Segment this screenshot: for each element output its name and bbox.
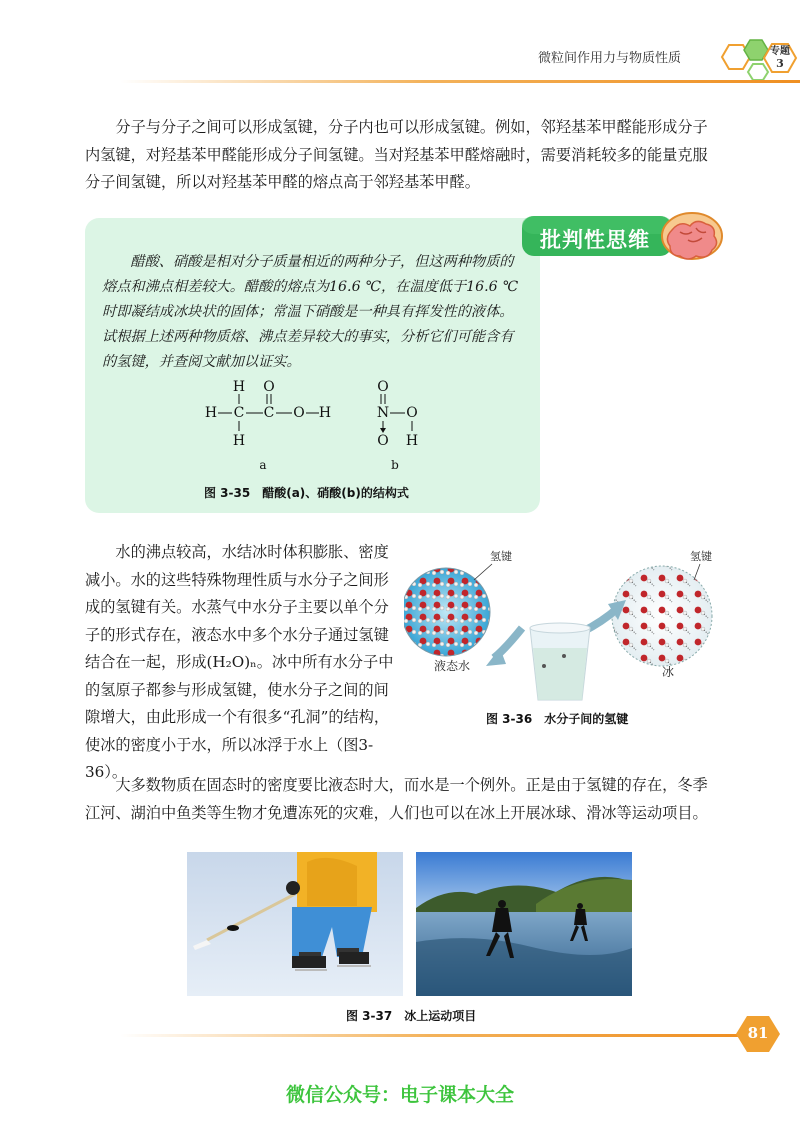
hbond-label-left: 氢键 — [490, 550, 512, 563]
svg-text:O: O — [377, 433, 389, 449]
page-header — [0, 0, 800, 80]
svg-text:N: N — [376, 405, 390, 421]
svg-text:H: H — [232, 433, 246, 449]
figure-3-37-caption: 图 3-37 冰上运动项目 — [346, 1009, 477, 1023]
svg-text:H: H — [232, 379, 246, 395]
badge-label: 专题 — [770, 46, 790, 57]
critical-thinking-label: 批判性思维 — [540, 228, 650, 252]
structural-formulas — [205, 377, 435, 473]
figure-3-36-caption: 图 3-36 水分子间的氢键 — [486, 712, 629, 726]
page-number: 81 — [747, 1024, 769, 1042]
footer-divider — [120, 1034, 740, 1037]
ice-hockey-photo — [187, 852, 403, 996]
water-glass-icon — [530, 623, 590, 700]
liquid-water-label: 液态水 — [434, 659, 471, 673]
svg-text:H: H — [318, 405, 332, 421]
ice-label: 冰 — [662, 665, 675, 679]
svg-text:H: H — [405, 433, 419, 449]
svg-text:H: H — [205, 405, 218, 421]
svg-text:O: O — [293, 405, 305, 421]
svg-text:O: O — [406, 405, 418, 421]
ice-skating-photo — [416, 852, 632, 996]
paragraph-intro: 分子与分子之间可以形成氢键，分子内也可以形成氢键。例如，邻羟基苯甲醛能形成分子内氢键，对羟基苯甲醛能形成分子间氢键。当对羟基苯甲醛熔融时，需要消耗较多的能量克服分子间氢键，所以对羟基苯甲醛的熔点高于邻羟基苯甲醛。 — [85, 118, 708, 191]
badge-number: 3 — [776, 57, 784, 70]
watermark-text: 微信公众号：电子课本大全 — [285, 1084, 514, 1106]
chapter-title: 微粒间作用力与物质性质 — [538, 51, 682, 66]
svg-text:O: O — [263, 379, 275, 395]
svg-text:C: C — [263, 405, 275, 421]
hbond-label-right: 氢键 — [690, 550, 712, 563]
chapter-badge-icon — [708, 28, 800, 86]
header-divider — [120, 80, 800, 83]
paragraph-density: 大多数物质在固态时的密度要比液态时大，而水是一个例外。正是由于氢键的存在，冬季江河、湖泊中鱼类等生物才免遭冻死的灾难，人们也可以在冰上开展冰球、滑冰等运动项目。 — [85, 776, 708, 822]
paragraph-water: 水的沸点较高，水结冰时体积膨胀、密度减小。水的这些特殊物理性质与水分子之间形成的氢键有关。水蒸气中水分子主要以单个分子的形式存在，液态水中多个水分子通过氢键结合在一起，形成(H₂O)ₙ。冰中所有水分子中的氢原子都参与形成氢键，使水分子之间的间隙增大，由此形成一个有很多“孔洞”的结构，使冰的密度小于水，所以冰浮于水上（图3-36）。 — [85, 543, 394, 781]
brain-icon — [662, 213, 722, 259]
formula-b-label: b — [391, 458, 399, 472]
svg-text:C: C — [233, 405, 245, 421]
figure-3-36-hydrogen-bond-diagram — [404, 540, 734, 710]
critical-thinking-text: 醋酸、硝酸是相对分子质量相近的两种分子，但这两种物质的熔点和沸点相差较大。醋酸的熔点为16.6 ℃，在温度低于16.6 ℃时即凝结成冰块状的固体；常温下硝酸是一种具有挥发性的液体。试根据上述两种物质熔、沸点差异较大的事实，分析它们可能含有的氢键，并查阅文献加以证实。 — [102, 254, 519, 370]
svg-text:O: O — [377, 379, 389, 395]
figure-3-35-caption: 图 3-35 醋酸(a)、硝酸(b)的结构式 — [204, 486, 409, 500]
formula-a-label: a — [259, 458, 267, 472]
